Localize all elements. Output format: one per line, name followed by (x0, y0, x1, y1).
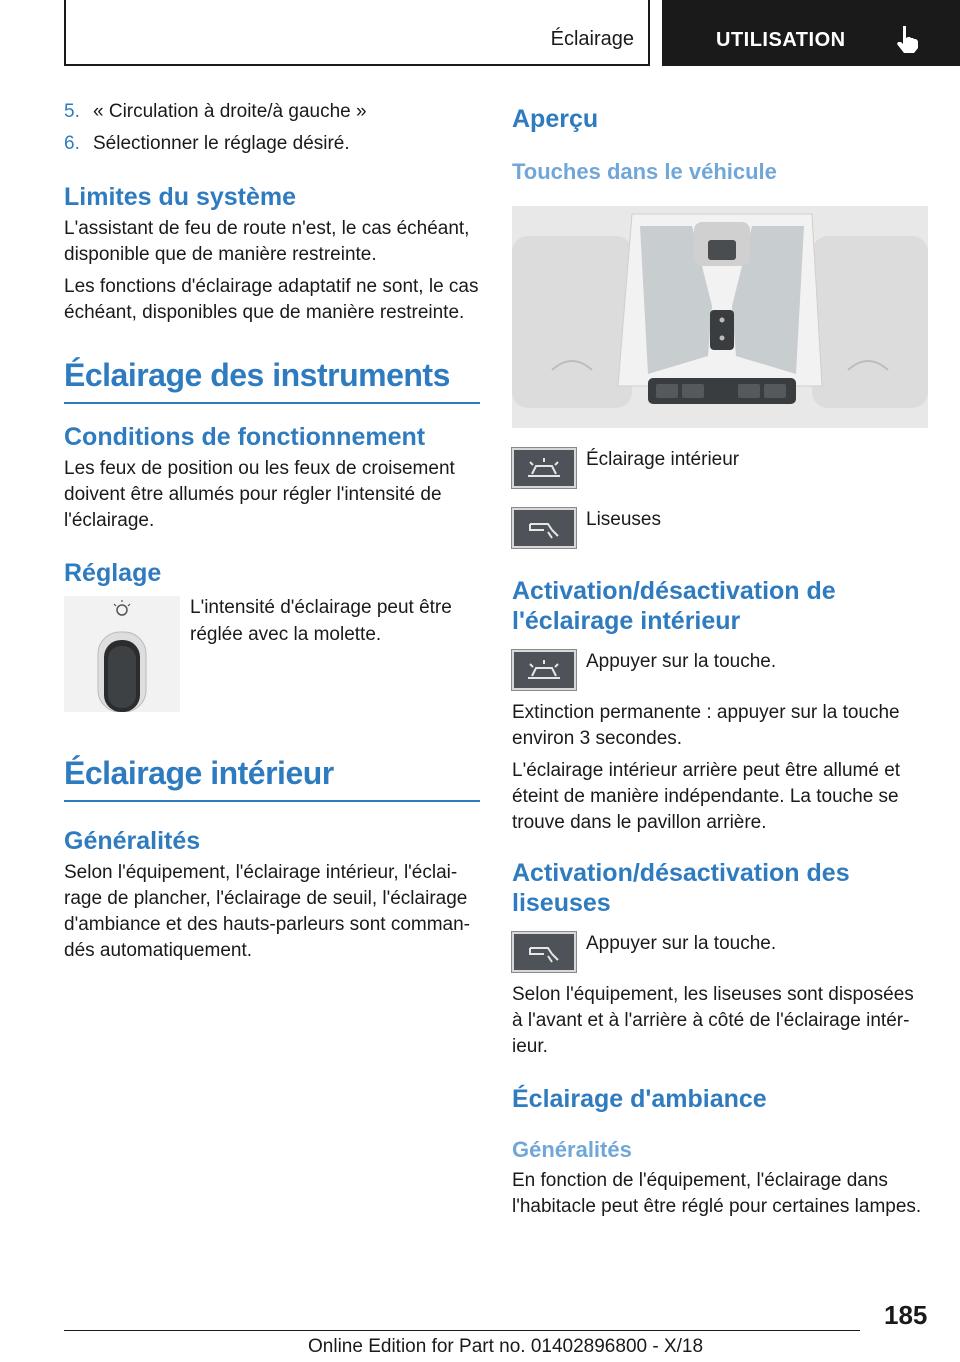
section-title: Éclairage (550, 28, 634, 50)
heading-buttons-in-vehicle: Touches dans le véhicule (512, 159, 777, 184)
reading-light-button-icon (512, 508, 576, 548)
step-number: 5. (64, 101, 80, 122)
paragraph: En fonction de l'équipement, l'éclairage dans l'habitacle peut être réglé pour certaines lampes. (512, 1170, 922, 1217)
footer-edition: Online Edition for Part no. 01402896800 - X/18 (308, 1336, 704, 1357)
roof-console-image (512, 206, 928, 428)
paragraph: L'assistant de feu de route n'est, le cas échéant, disponible que de manière restreinte. (64, 218, 470, 265)
heading-toggle-reading: Activation/désactivation des liseuses (512, 859, 850, 917)
hand-pointer-icon (894, 24, 920, 54)
step-text: Sélectionner le réglage désiré. (93, 133, 350, 154)
step-number: 6. (64, 133, 80, 154)
step-6 (64, 128, 480, 160)
paragraph: Les feux de position ou les feux de croisement doivent être allumés pour régler l'intensité de l'éclairage. (64, 458, 455, 531)
heading-conditions: Conditions de fonctionnement (64, 423, 426, 451)
paragraph: L'éclairage intérieur arrière peut être allumé et éteint de manière indépendante. La touche se trouve dans le pavillon arrière. (512, 760, 901, 833)
heading-ambient-general: Généralités (512, 1137, 632, 1162)
press-row-interior (512, 650, 928, 690)
right-column (512, 96, 928, 1220)
heading-ambient-lighting: Éclairage d'ambiance (512, 1085, 767, 1113)
reading-light-button-icon (512, 932, 576, 972)
reading-light-icon (524, 940, 564, 964)
heading-interior-lighting: Éclairage intérieur (64, 754, 480, 802)
interior-light-button-icon (512, 650, 576, 690)
heading-reglage: Réglage (64, 559, 162, 587)
left-column (64, 96, 480, 964)
dimmer-wheel-icon (64, 596, 180, 712)
heading-toggle-interior: Activation/désactivation de l'éclairage intérieur (512, 577, 836, 635)
legend-interior (512, 448, 928, 488)
press-text: Appuyer sur la touche. (586, 933, 777, 954)
heading-overview: Aperçu (512, 105, 599, 133)
heading-limits: Limites du système (64, 183, 297, 211)
legend-interior-label: Éclairage intérieur (586, 449, 740, 470)
paragraph: Extinction permanente : appuyer sur la touche environ 3 secondes. (512, 702, 900, 749)
step-5 (64, 96, 480, 128)
footer-divider (64, 1330, 860, 1331)
paragraph: Les fonctions d'éclairage adaptatif ne sont, le cas échéant, disponibles que de manière restreinte. (64, 276, 479, 323)
interior-light-button-icon (512, 448, 576, 488)
legend-reading-label: Liseuses (586, 509, 661, 530)
paragraph: Selon l'équipement, l'éclairage intérieur, l'éclai-rage de plancher, l'éclairage de seuil, l'éclairage d'ambiance et des hauts-parleurs sont comman-dés automatiquement. (64, 862, 470, 961)
heading-instrument-lighting: Éclairage des instruments (64, 356, 480, 404)
interior-light-icon (524, 456, 564, 480)
legend-reading (512, 508, 928, 548)
page-header (0, 0, 960, 66)
dimmer-wheel-image (64, 596, 180, 712)
step-text: « Circulation à droite/à gauche » (93, 101, 367, 122)
press-row-reading (512, 932, 928, 972)
reading-light-icon (524, 516, 564, 540)
chapter-tab (662, 0, 960, 66)
section-header-frame (64, 0, 650, 66)
reglage-row (64, 596, 480, 712)
heading-general: Généralités (64, 827, 201, 855)
interior-light-icon (524, 658, 564, 682)
reglage-text: L'intensité d'éclairage peut être réglée avec la molette. (190, 597, 452, 645)
chapter-title: UTILISATION (716, 29, 846, 51)
roof-console-illustration (512, 206, 928, 428)
page-number: 185 (884, 1300, 928, 1330)
paragraph: Selon l'équipement, les liseuses sont disposées à l'avant et à l'arrière à côté de l'éclairage intér-ieur. (512, 984, 914, 1057)
press-text: Appuyer sur la touche. (586, 651, 777, 672)
